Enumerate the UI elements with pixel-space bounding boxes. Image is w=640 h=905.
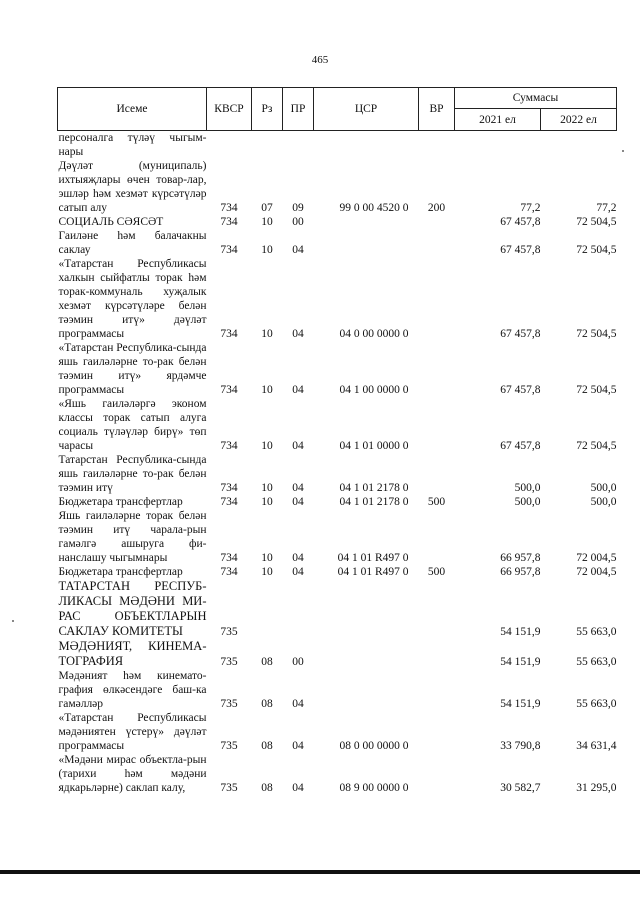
scan-speck xyxy=(12,620,14,622)
row-sum-2021: 30 582,7 xyxy=(500,782,541,794)
table-row xyxy=(58,509,617,565)
row-csr: 04 1 00 0000 0 xyxy=(339,384,409,396)
table-row xyxy=(58,215,617,229)
row-vr xyxy=(419,639,455,669)
row-csr: 08 0 00 0000 0 xyxy=(339,740,409,752)
row-sum-2022: 72 004,5 xyxy=(576,566,617,578)
row-rz: 10 xyxy=(261,328,273,340)
row-csr: 04 1 01 2178 0 xyxy=(339,482,409,494)
row-kvsr: 734 xyxy=(220,482,238,494)
row-sum-2021: 67 457,8 xyxy=(500,384,541,396)
row-name: МӘДӘНИЯТ, КИНЕМА-ТОГРАФИЯ xyxy=(58,639,207,668)
scan-border xyxy=(0,870,640,874)
row-name: ТАТАРСТАН РЕСПУБ-ЛИКАСЫ МӘДӘНИ МИ-РАС ОБЪЕКТЛАРЫН САКЛАУ КОМИТЕТЫ xyxy=(58,579,207,638)
row-rz: 10 xyxy=(261,440,273,452)
row-sum-2022: 55 663,0 xyxy=(576,698,617,710)
row-kvsr: 734 xyxy=(220,566,238,578)
row-sum-2022: 72 504,5 xyxy=(576,244,617,256)
row-vr xyxy=(419,669,455,711)
row-rz xyxy=(252,579,283,639)
row-name: Дәүләт (муниципаль) ихтыяҗлары өчен товар-лар, эшләр һәм хезмәт күрсәтүләр сатып алу xyxy=(58,160,207,214)
row-name: СОЦИАЛЬ СӘЯСӘТ xyxy=(58,216,164,228)
row-sum-2021: 33 790,8 xyxy=(500,740,541,752)
table-row xyxy=(58,159,617,215)
row-kvsr: 734 xyxy=(220,384,238,396)
row-sum-2022: 31 295,0 xyxy=(576,782,617,794)
row-pr xyxy=(283,579,314,639)
row-sum-2021: 77,2 xyxy=(520,202,541,214)
row-vr xyxy=(419,257,455,341)
row-rz xyxy=(252,131,283,160)
row-vr xyxy=(419,453,455,495)
row-kvsr: 734 xyxy=(220,496,238,508)
row-sum-2021: 66 957,8 xyxy=(500,552,541,564)
row-sum-2021: 67 457,8 xyxy=(500,440,541,452)
row-rz: 10 xyxy=(261,496,273,508)
row-pr: 04 xyxy=(292,482,304,494)
row-pr: 04 xyxy=(292,496,304,508)
row-sum-2021: 67 457,8 xyxy=(500,216,541,228)
row-kvsr: 734 xyxy=(220,244,238,256)
row-vr: 200 xyxy=(427,202,446,214)
row-pr: 04 xyxy=(292,698,304,710)
scan-speck xyxy=(622,150,624,152)
row-kvsr: 734 xyxy=(220,328,238,340)
row-vr xyxy=(419,711,455,753)
row-csr: 04 0 00 0000 0 xyxy=(339,328,409,340)
table-row xyxy=(58,753,617,795)
row-rz: 10 xyxy=(261,552,273,564)
row-sum-2022: 72 504,5 xyxy=(576,440,617,452)
row-rz: 08 xyxy=(261,740,273,752)
row-pr: 00 xyxy=(292,656,304,668)
table-body xyxy=(58,131,617,796)
row-csr: 04 1 01 0000 0 xyxy=(339,440,409,452)
row-kvsr: 734 xyxy=(220,440,238,452)
row-pr: 00 xyxy=(292,216,304,228)
row-vr: 500 xyxy=(427,496,446,508)
row-name: «Мәдәни мирас объектла-рын (тарихи һәм мәдәни ядкарьләрне) саклап калу, xyxy=(58,754,207,794)
row-vr xyxy=(419,753,455,795)
row-rz: 07 xyxy=(261,202,273,214)
row-name: Бюджетара трансфертлар xyxy=(58,566,183,578)
row-rz: 10 xyxy=(261,216,273,228)
row-kvsr: 735 xyxy=(220,626,238,638)
row-sum-2021: 54 151,9 xyxy=(500,698,541,710)
row-csr: 04 1 01 R497 0 xyxy=(337,552,409,564)
row-sum-2021: 67 457,8 xyxy=(500,328,541,340)
table-row xyxy=(58,639,617,669)
table-row xyxy=(58,579,617,639)
row-kvsr: 735 xyxy=(220,656,238,668)
row-name: «Татарстан Республикасы мәдәниятен үстерү» дәүләт программасы xyxy=(58,712,207,752)
table-row xyxy=(58,565,617,579)
header-rz: Рз xyxy=(252,88,283,131)
row-sum-2022: 500,0 xyxy=(590,496,617,508)
row-vr xyxy=(419,579,455,639)
row-kvsr: 735 xyxy=(220,740,238,752)
row-pr: 04 xyxy=(292,552,304,564)
row-name: Яшь гаиләләрне торак белән тәэмин итү чарала-рын гамәлгә ашыруга фи-нанслашу чыгымнары xyxy=(58,510,207,564)
row-kvsr: 735 xyxy=(220,782,238,794)
table-row xyxy=(58,341,617,397)
row-sum-2022 xyxy=(541,131,617,160)
row-sum-2021: 54 151,9 xyxy=(500,656,541,668)
table-row xyxy=(58,669,617,711)
row-pr: 04 xyxy=(292,782,304,794)
row-sum-2022: 72 504,5 xyxy=(576,384,617,396)
page-number: 465 xyxy=(311,54,329,66)
row-pr: 09 xyxy=(292,202,304,214)
row-name: «Татарстан Республикасы халкын сыйфатлы торак һәм торак-коммуналь хуҗалык хезмәт күрсәтүләре белән тәэмин итү» дәүләт программасы xyxy=(58,258,207,340)
row-vr xyxy=(419,509,455,565)
row-rz: 08 xyxy=(261,782,273,794)
row-pr: 04 xyxy=(292,244,304,256)
row-sum-2021 xyxy=(455,131,541,160)
row-vr: 500 xyxy=(427,566,446,578)
row-pr: 04 xyxy=(292,328,304,340)
header-year-2021: 2021 ел xyxy=(455,109,541,131)
row-vr xyxy=(419,341,455,397)
row-kvsr: 734 xyxy=(220,216,238,228)
row-name: «Татарстан Республика-сында яшь гаиләләрне то-рак белән тәэмин итү» ярдәмче программасы xyxy=(58,342,207,396)
row-rz: 10 xyxy=(261,384,273,396)
row-sum-2021: 500,0 xyxy=(514,482,541,494)
row-sum-2022: 72 504,5 xyxy=(576,216,617,228)
budget-table xyxy=(57,87,617,795)
row-sum-2022: 72 004,5 xyxy=(576,552,617,564)
table-row xyxy=(58,257,617,341)
row-kvsr: 735 xyxy=(220,698,238,710)
header-kvsr: КВСР xyxy=(207,88,252,131)
row-csr xyxy=(314,229,419,257)
row-sum-2022: 34 631,4 xyxy=(576,740,617,752)
row-vr xyxy=(419,229,455,257)
row-sum-2022: 72 504,5 xyxy=(576,328,617,340)
table-row xyxy=(58,453,617,495)
row-name: персоналга түләү чыгым-нары xyxy=(58,132,207,158)
row-rz: 08 xyxy=(261,698,273,710)
header-year-2022: 2022 ел xyxy=(541,109,617,131)
row-name: Мәдәният һәм кинемато-графия өлкәсендәге баш-ка гамәлләр xyxy=(58,670,207,710)
row-pr: 04 xyxy=(292,740,304,752)
row-csr xyxy=(314,669,419,711)
row-name: Татарстан Республика-сында яшь гаиләләрне то-рак белән тәэмин итү xyxy=(58,454,207,494)
table-row xyxy=(58,711,617,753)
table-row xyxy=(58,229,617,257)
header-vr: ВР xyxy=(419,88,455,131)
row-vr xyxy=(419,215,455,229)
table-row xyxy=(58,397,617,453)
row-sum-2022: 500,0 xyxy=(590,482,617,494)
row-vr xyxy=(419,397,455,453)
row-sum-2022: 55 663,0 xyxy=(576,656,617,668)
header-name: Исеме xyxy=(58,88,207,131)
row-kvsr: 734 xyxy=(220,202,238,214)
row-csr: 04 1 01 R497 0 xyxy=(337,566,409,578)
row-csr: 04 1 01 2178 0 xyxy=(339,496,409,508)
row-sum-2021: 67 457,8 xyxy=(500,244,541,256)
row-csr xyxy=(314,215,419,229)
row-sum-2021: 66 957,8 xyxy=(500,566,541,578)
row-name: Гаиләне һәм балачакны саклау xyxy=(58,230,207,256)
row-vr xyxy=(419,131,455,160)
row-name: «Яшь гаиләләргә эконом классы торак сатып алуга социаль түләүләр бирү» төп чарасы xyxy=(58,398,207,452)
row-csr: 08 9 00 0000 0 xyxy=(339,782,409,794)
row-sum-2022: 77,2 xyxy=(596,202,617,214)
row-pr: 04 xyxy=(292,384,304,396)
row-csr xyxy=(314,639,419,669)
row-rz: 10 xyxy=(261,244,273,256)
row-rz: 08 xyxy=(261,656,273,668)
row-kvsr xyxy=(207,131,252,160)
header-pr: ПР xyxy=(283,88,314,131)
row-pr: 04 xyxy=(292,440,304,452)
row-sum-2021: 54 151,9 xyxy=(500,626,541,638)
row-rz: 10 xyxy=(261,482,273,494)
row-rz: 10 xyxy=(261,566,273,578)
row-name: Бюджетара трансфертлар xyxy=(58,496,183,508)
table-row xyxy=(58,131,617,160)
row-csr xyxy=(314,131,419,160)
row-sum-2021: 500,0 xyxy=(514,496,541,508)
header-csr: ЦСР xyxy=(314,88,419,131)
row-csr: 99 0 00 4520 0 xyxy=(339,202,409,214)
row-pr: 04 xyxy=(292,566,304,578)
row-kvsr: 734 xyxy=(220,552,238,564)
row-sum-2022: 55 663,0 xyxy=(576,626,617,638)
header-sums: Суммасы xyxy=(455,88,617,109)
table-row xyxy=(58,495,617,509)
row-csr xyxy=(314,579,419,639)
row-pr xyxy=(283,131,314,160)
